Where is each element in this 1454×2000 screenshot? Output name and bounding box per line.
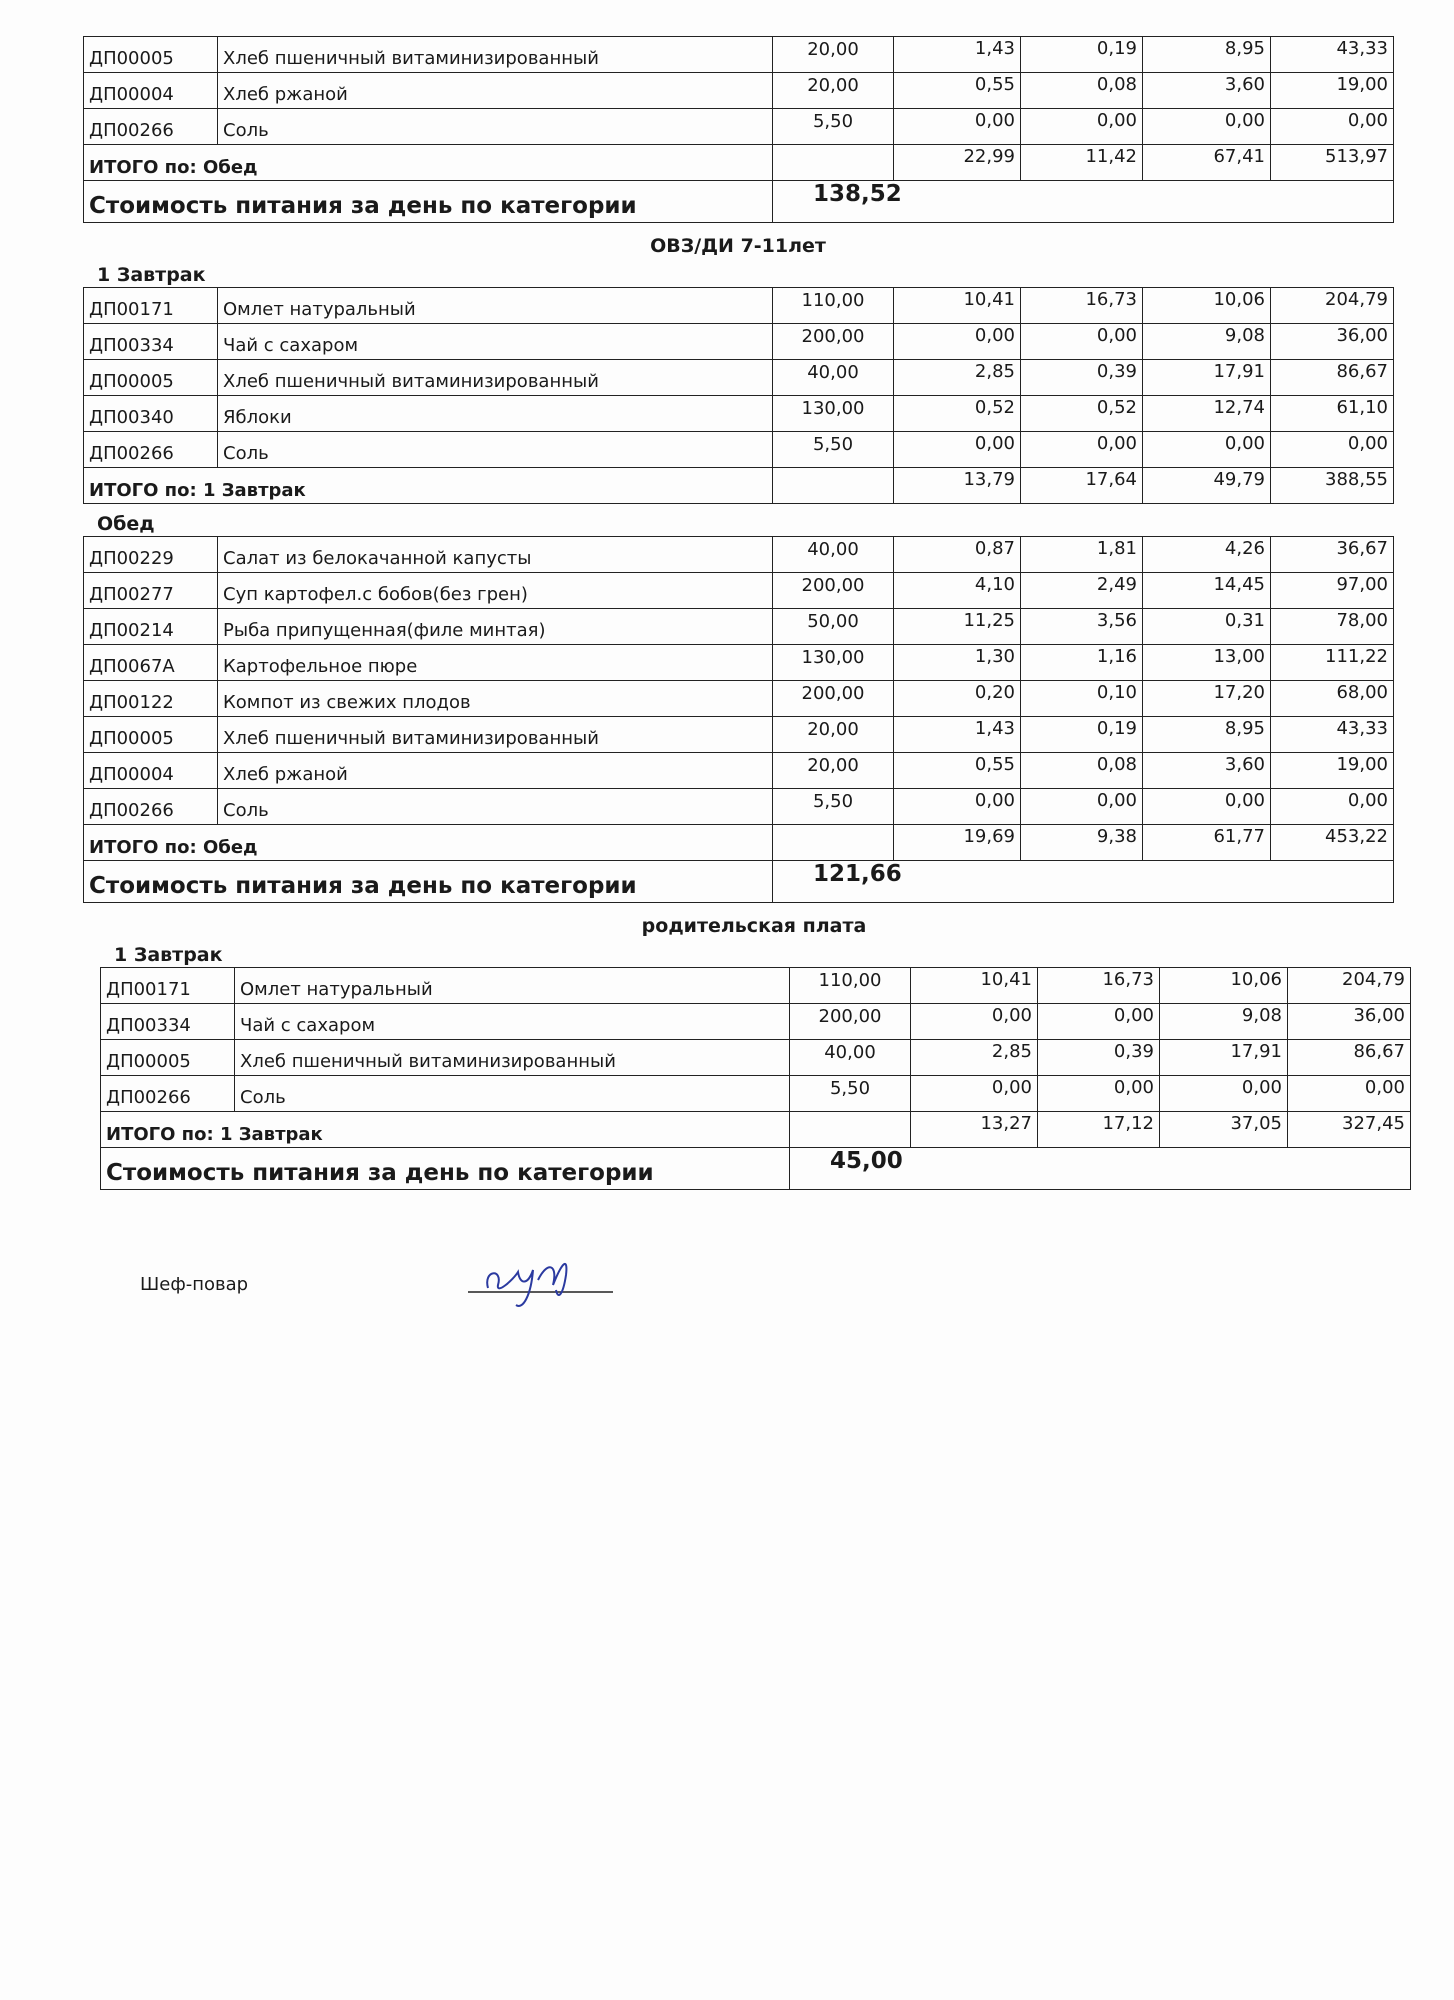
- calories-cell: 43,33: [1271, 717, 1394, 753]
- dish-name: Хлеб пшеничный витаминизированный: [218, 717, 773, 753]
- dish-name: Омлет натуральный: [218, 288, 773, 324]
- table-row: [84, 609, 1394, 645]
- total-carbohydrates: 61,77: [1143, 825, 1271, 861]
- fats-cell: 0,08: [1021, 753, 1143, 789]
- cost-value: 45,00: [790, 1148, 1411, 1190]
- portion-weight: 130,00: [773, 645, 894, 681]
- dish-code: ДП00334: [101, 1004, 235, 1040]
- dish-name: Хлеб ржаной: [218, 73, 773, 109]
- total-carbohydrates: 37,05: [1160, 1112, 1288, 1148]
- carbohydrates-cell: 3,60: [1143, 753, 1271, 789]
- portion-weight: 200,00: [790, 1004, 911, 1040]
- fats-cell: 0,10: [1021, 681, 1143, 717]
- proteins-cell: 0,00: [894, 432, 1021, 468]
- dish-name: Хлеб пшеничный витаминизированный: [218, 360, 773, 396]
- carbohydrates-cell: 17,91: [1160, 1040, 1288, 1076]
- dish-name: Чай с сахаром: [235, 1004, 790, 1040]
- proteins-cell: 0,00: [894, 324, 1021, 360]
- dish-code: ДП00266: [101, 1076, 235, 1112]
- proteins-cell: 10,41: [911, 968, 1038, 1004]
- cost-row: [84, 861, 1394, 903]
- table-row: [84, 645, 1394, 681]
- cost-label: Стоимость питания за день по категории: [84, 181, 773, 223]
- calories-cell: 68,00: [1271, 681, 1394, 717]
- cost-label: Стоимость питания за день по категории: [84, 861, 773, 903]
- calories-cell: 97,00: [1271, 573, 1394, 609]
- total-fats: 11,42: [1021, 145, 1143, 181]
- fats-cell: 2,49: [1021, 573, 1143, 609]
- portion-weight: 200,00: [773, 573, 894, 609]
- proteins-cell: 0,00: [894, 789, 1021, 825]
- portion-weight: 40,00: [790, 1040, 911, 1076]
- calories-cell: 36,00: [1288, 1004, 1411, 1040]
- chef-label: Шеф-повар: [140, 1274, 249, 1295]
- proteins-cell: 1,43: [894, 37, 1021, 73]
- dish-name: Соль: [235, 1076, 790, 1112]
- carbohydrates-cell: 13,00: [1143, 645, 1271, 681]
- total-calories: 453,22: [1271, 825, 1394, 861]
- cost-value: 138,52: [773, 181, 1394, 223]
- carbohydrates-cell: 0,00: [1143, 432, 1271, 468]
- carbohydrates-cell: 10,06: [1143, 288, 1271, 324]
- portion-weight: 5,50: [773, 109, 894, 145]
- portion-weight: 40,00: [773, 537, 894, 573]
- calories-cell: 111,22: [1271, 645, 1394, 681]
- cost-row: [101, 1148, 1411, 1190]
- table-row: [101, 1040, 1411, 1076]
- total-carbohydrates: 49,79: [1143, 468, 1271, 504]
- table-row: [84, 432, 1394, 468]
- fats-cell: 16,73: [1038, 968, 1160, 1004]
- meal-group-label: Обед: [97, 513, 155, 535]
- carbohydrates-cell: 10,06: [1160, 968, 1288, 1004]
- total-row: [84, 468, 1394, 504]
- dish-code: ДП00334: [84, 324, 218, 360]
- dish-code: ДП00004: [84, 753, 218, 789]
- calories-cell: 36,00: [1271, 324, 1394, 360]
- total-calories: 327,45: [1288, 1112, 1411, 1148]
- total-row: [101, 1112, 1411, 1148]
- dish-code: ДП00266: [84, 432, 218, 468]
- empty-cell: [790, 1112, 911, 1148]
- table-row: [84, 73, 1394, 109]
- portion-weight: 5,50: [773, 432, 894, 468]
- fats-cell: 0,52: [1021, 396, 1143, 432]
- meal-group-label: 1 Завтрак: [114, 944, 223, 966]
- section-ovz-di: [83, 229, 1393, 903]
- dish-code: ДП00266: [84, 789, 218, 825]
- table-row: [84, 753, 1394, 789]
- table-row: [84, 109, 1394, 145]
- table-row: [84, 789, 1394, 825]
- calories-cell: 0,00: [1288, 1076, 1411, 1112]
- table-row: [84, 681, 1394, 717]
- total-row: [84, 145, 1394, 181]
- dish-code: ДП00266: [84, 109, 218, 145]
- dish-code: ДП00005: [84, 717, 218, 753]
- proteins-cell: 1,43: [894, 717, 1021, 753]
- fats-cell: 0,19: [1021, 37, 1143, 73]
- fats-cell: 0,00: [1021, 324, 1143, 360]
- dish-name: Компот из свежих плодов: [218, 681, 773, 717]
- total-proteins: 13,27: [911, 1112, 1038, 1148]
- portion-weight: 200,00: [773, 324, 894, 360]
- proteins-cell: 0,55: [894, 73, 1021, 109]
- dish-name: Соль: [218, 789, 773, 825]
- dish-name: Омлет натуральный: [235, 968, 790, 1004]
- table-row: [84, 717, 1394, 753]
- fats-cell: 3,56: [1021, 609, 1143, 645]
- dish-name: Суп картофел.с бобов(без грен): [218, 573, 773, 609]
- menu-table: [83, 36, 1394, 223]
- cost-label: Стоимость питания за день по категории: [101, 1148, 790, 1190]
- fats-cell: 0,00: [1038, 1004, 1160, 1040]
- portion-weight: 20,00: [773, 37, 894, 73]
- total-fats: 17,12: [1038, 1112, 1160, 1148]
- dish-code: ДП00277: [84, 573, 218, 609]
- total-calories: 388,55: [1271, 468, 1394, 504]
- calories-cell: 0,00: [1271, 109, 1394, 145]
- portion-weight: 5,50: [790, 1076, 911, 1112]
- empty-cell: [773, 825, 894, 861]
- carbohydrates-cell: 0,00: [1143, 789, 1271, 825]
- carbohydrates-cell: 8,95: [1143, 37, 1271, 73]
- proteins-cell: 1,30: [894, 645, 1021, 681]
- meal-group-label: 1 Завтрак: [97, 264, 206, 286]
- menu-table: [83, 536, 1394, 903]
- portion-weight: 20,00: [773, 717, 894, 753]
- proteins-cell: 10,41: [894, 288, 1021, 324]
- carbohydrates-cell: 12,74: [1143, 396, 1271, 432]
- proteins-cell: 0,87: [894, 537, 1021, 573]
- portion-weight: 110,00: [773, 288, 894, 324]
- portion-weight: 50,00: [773, 609, 894, 645]
- dish-name: Хлеб пшеничный витаминизированный: [235, 1040, 790, 1076]
- fats-cell: 0,39: [1038, 1040, 1160, 1076]
- portion-weight: 40,00: [773, 360, 894, 396]
- total-fats: 9,38: [1021, 825, 1143, 861]
- carbohydrates-cell: 14,45: [1143, 573, 1271, 609]
- total-carbohydrates: 67,41: [1143, 145, 1271, 181]
- fats-cell: 1,81: [1021, 537, 1143, 573]
- carbohydrates-cell: 17,20: [1143, 681, 1271, 717]
- total-label: ИТОГО по: 1 Завтрак: [101, 1112, 790, 1148]
- dish-code: ДП00122: [84, 681, 218, 717]
- total-proteins: 22,99: [894, 145, 1021, 181]
- cost-row: [84, 181, 1394, 223]
- proteins-cell: 11,25: [894, 609, 1021, 645]
- menu-table: [100, 967, 1411, 1190]
- table-row: [84, 396, 1394, 432]
- total-label: ИТОГО по: 1 Завтрак: [84, 468, 773, 504]
- dish-name: Соль: [218, 109, 773, 145]
- carbohydrates-cell: 8,95: [1143, 717, 1271, 753]
- dish-name: Картофельное пюре: [218, 645, 773, 681]
- table-row: [84, 537, 1394, 573]
- portion-weight: 20,00: [773, 753, 894, 789]
- total-fats: 17,64: [1021, 468, 1143, 504]
- calories-cell: 204,79: [1288, 968, 1411, 1004]
- proteins-cell: 2,85: [894, 360, 1021, 396]
- total-proteins: 13,79: [894, 468, 1021, 504]
- section-title: ОВЗ/ДИ 7-11лет: [650, 235, 826, 257]
- portion-weight: 20,00: [773, 73, 894, 109]
- proteins-cell: 0,00: [911, 1004, 1038, 1040]
- fats-cell: 0,00: [1021, 109, 1143, 145]
- proteins-cell: 0,52: [894, 396, 1021, 432]
- calories-cell: 36,67: [1271, 537, 1394, 573]
- carbohydrates-cell: 9,08: [1143, 324, 1271, 360]
- calories-cell: 19,00: [1271, 753, 1394, 789]
- fats-cell: 1,16: [1021, 645, 1143, 681]
- dish-code: ДП00229: [84, 537, 218, 573]
- calories-cell: 61,10: [1271, 396, 1394, 432]
- dish-code: ДП00005: [84, 37, 218, 73]
- total-proteins: 19,69: [894, 825, 1021, 861]
- dish-code: ДП00005: [84, 360, 218, 396]
- signature-block: [0, 1250, 1454, 1330]
- dish-code: ДП00005: [101, 1040, 235, 1076]
- table-row: [101, 1004, 1411, 1040]
- carbohydrates-cell: 0,00: [1143, 109, 1271, 145]
- total-label: ИТОГО по: Обед: [84, 825, 773, 861]
- dish-name: Салат из белокачанной капусты: [218, 537, 773, 573]
- proteins-cell: 0,00: [911, 1076, 1038, 1112]
- carbohydrates-cell: 17,91: [1143, 360, 1271, 396]
- dish-code: ДП00171: [101, 968, 235, 1004]
- calories-cell: 86,67: [1288, 1040, 1411, 1076]
- fats-cell: 0,19: [1021, 717, 1143, 753]
- calories-cell: 43,33: [1271, 37, 1394, 73]
- empty-cell: [773, 468, 894, 504]
- portion-weight: 130,00: [773, 396, 894, 432]
- table-row: [84, 288, 1394, 324]
- calories-cell: 19,00: [1271, 73, 1394, 109]
- dish-name: Яблоки: [218, 396, 773, 432]
- calories-cell: 78,00: [1271, 609, 1394, 645]
- table-row: [101, 1076, 1411, 1112]
- table-row: [84, 573, 1394, 609]
- fats-cell: 0,39: [1021, 360, 1143, 396]
- section-parent-fee: [100, 909, 1408, 1190]
- menu-table: [83, 287, 1394, 504]
- calories-cell: 0,00: [1271, 789, 1394, 825]
- dish-name: Соль: [218, 432, 773, 468]
- calories-cell: 86,67: [1271, 360, 1394, 396]
- dish-name: Рыба припущенная(филе минтая): [218, 609, 773, 645]
- dish-name: Хлеб ржаной: [218, 753, 773, 789]
- carbohydrates-cell: 0,31: [1143, 609, 1271, 645]
- proteins-cell: 0,55: [894, 753, 1021, 789]
- fats-cell: 16,73: [1021, 288, 1143, 324]
- table-row: [101, 968, 1411, 1004]
- fats-cell: 0,00: [1021, 789, 1143, 825]
- fats-cell: 0,00: [1021, 432, 1143, 468]
- section-title: родительская плата: [641, 915, 867, 937]
- calories-cell: 204,79: [1271, 288, 1394, 324]
- dish-code: ДП00004: [84, 73, 218, 109]
- table-row: [84, 360, 1394, 396]
- total-calories: 513,97: [1271, 145, 1394, 181]
- carbohydrates-cell: 9,08: [1160, 1004, 1288, 1040]
- dish-name: Хлеб пшеничный витаминизированный: [218, 37, 773, 73]
- dish-code: ДП0067А: [84, 645, 218, 681]
- portion-weight: 200,00: [773, 681, 894, 717]
- dish-code: ДП00214: [84, 609, 218, 645]
- table-row: [84, 324, 1394, 360]
- total-row: [84, 825, 1394, 861]
- proteins-cell: 4,10: [894, 573, 1021, 609]
- portion-weight: 5,50: [773, 789, 894, 825]
- dish-code: ДП00340: [84, 396, 218, 432]
- fats-cell: 0,00: [1038, 1076, 1160, 1112]
- total-label: ИТОГО по: Обед: [84, 145, 773, 181]
- proteins-cell: 0,00: [894, 109, 1021, 145]
- cost-value: 121,66: [773, 861, 1394, 903]
- carbohydrates-cell: 4,26: [1143, 537, 1271, 573]
- empty-cell: [773, 145, 894, 181]
- calories-cell: 0,00: [1271, 432, 1394, 468]
- section-continuation: [83, 36, 1393, 223]
- proteins-cell: 2,85: [911, 1040, 1038, 1076]
- chef-signature: [468, 1250, 618, 1314]
- carbohydrates-cell: 3,60: [1143, 73, 1271, 109]
- fats-cell: 0,08: [1021, 73, 1143, 109]
- proteins-cell: 0,20: [894, 681, 1021, 717]
- dish-name: Чай с сахаром: [218, 324, 773, 360]
- table-row: [84, 37, 1394, 73]
- dish-code: ДП00171: [84, 288, 218, 324]
- portion-weight: 110,00: [790, 968, 911, 1004]
- carbohydrates-cell: 0,00: [1160, 1076, 1288, 1112]
